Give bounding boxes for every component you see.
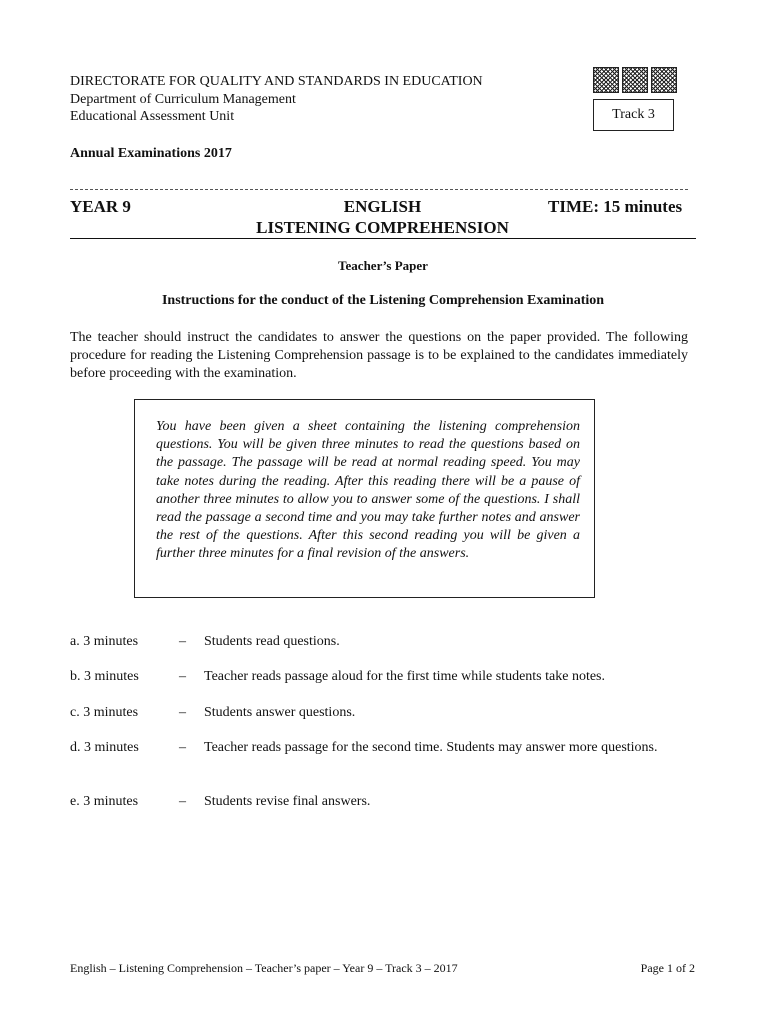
footer-text: English – Listening Comprehension – Teacher’s paper – Year 9 – Track 3 – 2017 <box>70 961 458 975</box>
qr-code-icon <box>651 67 677 93</box>
org-name: DIRECTORATE FOR QUALITY AND STANDARDS IN EDUCATION <box>70 74 483 89</box>
divider-solid <box>70 238 696 239</box>
step-dash: – <box>179 634 186 649</box>
qr-code-icon <box>622 67 648 93</box>
instruction-text: You have been given a sheet containing the listening comprehension questions. You will be given three minutes to read the questions based on the passage. The passage will be read at normal reading speed. You may take notes during the reading. After this reading there will be a pause of another three minutes to allow you to answer some of the questions. I shall read the passage a second time and you may take further notes and answer the rest of the questions. After this second reading you will be given a further three minutes for a final revision of the answers. <box>156 419 580 562</box>
department-name: Department of Curriculum Management <box>70 92 296 107</box>
step-text: Students revise final answers. <box>204 794 371 809</box>
year-label: YEAR 9 <box>70 197 131 216</box>
step-time: d. 3 minutes <box>70 740 139 755</box>
intro-paragraph: The teacher should instruct the candidates to answer the questions on the paper provided. The following procedure for reading the Listening Comprehension passage is to be explained to the candidates immediately before proceeding with the examination. <box>70 330 688 381</box>
unit-name: Educational Assessment Unit <box>70 109 235 124</box>
step-dash: – <box>179 794 186 809</box>
track-box <box>593 99 674 131</box>
time-label: TIME: 15 minutes <box>548 197 683 216</box>
qr-code-icon <box>593 67 619 93</box>
step-time: e. 3 minutes <box>70 794 139 809</box>
exam-session: Annual Examinations 2017 <box>70 146 232 161</box>
track-label: Track 3 <box>612 107 655 122</box>
paper-subtitle: Teacher’s Paper <box>338 258 428 273</box>
divider-dashed <box>70 189 688 190</box>
step-dash: – <box>179 705 186 720</box>
step-text: Students read questions. <box>204 634 340 649</box>
step-text: Students answer questions. <box>204 705 356 720</box>
step-text: Teacher reads passage for the second time. Students may answer more questions. <box>204 740 658 755</box>
step-time: c. 3 minutes <box>70 705 139 720</box>
step-text: Teacher reads passage aloud for the first time while students take notes. <box>204 669 605 684</box>
instructions-heading: Instructions for the conduct of the Listening Comprehension Examination <box>161 293 605 308</box>
paper-title: LISTENING COMPREHENSION <box>256 218 509 237</box>
subject-title: ENGLISH <box>343 197 422 216</box>
step-time: b. 3 minutes <box>70 669 139 684</box>
step-time: a. 3 minutes <box>70 634 139 649</box>
page-number: Page 1 of 2 <box>640 961 695 975</box>
step-dash: – <box>179 740 186 755</box>
instruction-box <box>134 399 595 598</box>
step-dash: – <box>179 669 186 684</box>
